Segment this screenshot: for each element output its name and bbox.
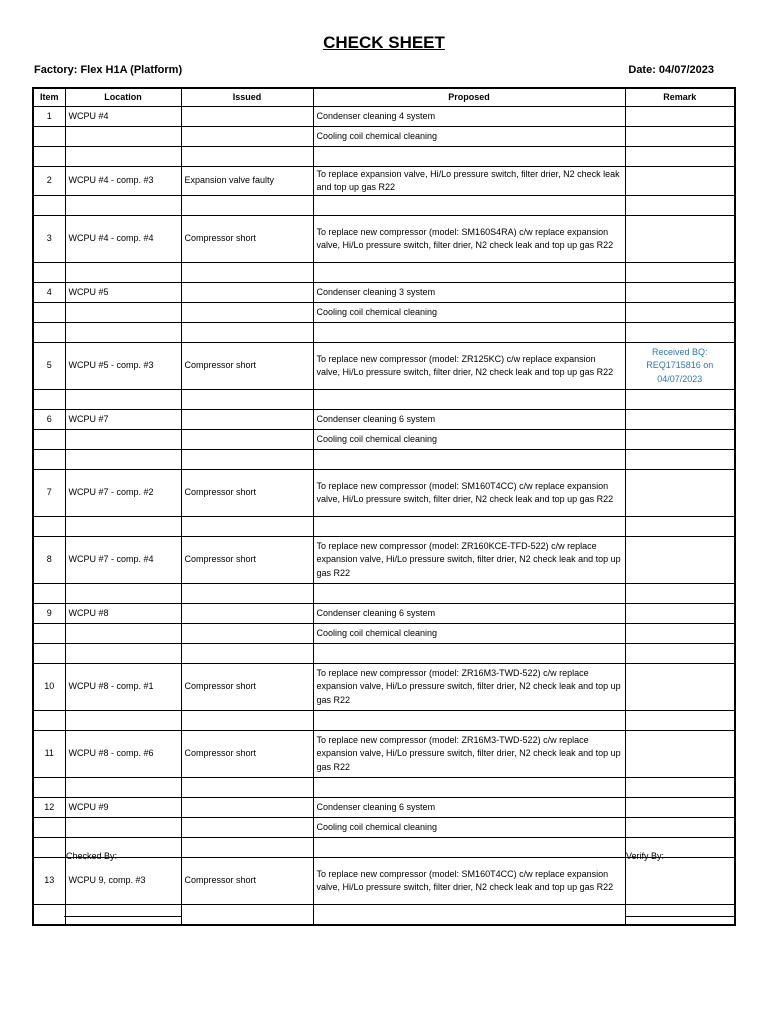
item-cell: 3 — [33, 216, 65, 263]
item-cell — [33, 196, 65, 216]
table-row — [33, 283, 735, 303]
item-cell — [33, 127, 65, 147]
location-cell: WCPU #8 — [65, 604, 181, 624]
item-cell: 7 — [33, 470, 65, 517]
issued-cell — [181, 196, 313, 216]
page-title: CHECK SHEET — [323, 33, 445, 52]
table-row — [33, 196, 735, 216]
factory-label: Factory: Flex H1A (Platform) — [34, 64, 183, 76]
item-cell: 4 — [33, 283, 65, 303]
item-cell — [33, 517, 65, 537]
proposed-cell: Cooling coil chemical cleaning — [313, 818, 625, 838]
proposed-cell: Condenser cleaning 3 system — [313, 283, 625, 303]
location-cell — [65, 263, 181, 283]
table-row — [33, 517, 735, 537]
issued-cell: Compressor short — [181, 537, 313, 584]
table-row — [33, 858, 735, 905]
remark-cell — [625, 517, 735, 537]
remark-cell — [625, 216, 735, 263]
item-cell: 8 — [33, 537, 65, 584]
proposed-cell — [313, 711, 625, 731]
proposed-cell — [313, 644, 625, 664]
location-cell — [65, 644, 181, 664]
location-cell — [65, 450, 181, 470]
remark-cell — [625, 147, 735, 167]
table-row — [33, 323, 735, 343]
location-cell — [65, 624, 181, 644]
item-cell: 11 — [33, 731, 65, 778]
item-cell — [33, 303, 65, 323]
table-row — [33, 818, 735, 838]
item-cell: 9 — [33, 604, 65, 624]
proposed-cell — [313, 323, 625, 343]
proposed-cell: Cooling coil chemical cleaning — [313, 303, 625, 323]
header-remark: Remark — [625, 88, 735, 107]
table-row — [33, 537, 735, 584]
proposed-cell — [313, 838, 625, 858]
location-cell: WCPU #8 - comp. #6 — [65, 731, 181, 778]
item-cell — [33, 323, 65, 343]
remark-cell — [625, 430, 735, 450]
table-row — [33, 147, 735, 167]
table-row — [33, 778, 735, 798]
proposed-cell: To replace new compressor (model: ZR125KC) c/w replace expansion valve, Hi/Lo pressure switch, filter drier, N2 check leak and top up gas R22 — [313, 343, 625, 390]
remark-cell — [625, 537, 735, 584]
checked-by-signature-line — [64, 916, 181, 917]
table-header-row — [33, 88, 735, 107]
issued-cell — [181, 905, 313, 926]
item-cell — [33, 818, 65, 838]
location-cell — [65, 711, 181, 731]
remark-cell — [625, 127, 735, 147]
issued-cell — [181, 390, 313, 410]
proposed-cell: To replace new compressor (model: ZR16M3-TWD-522) c/w replace expansion valve, Hi/Lo pressure switch, filter drier, N2 check leak and top up gas R22 — [313, 731, 625, 778]
issued-cell — [181, 410, 313, 430]
header-issued: Issued — [181, 88, 313, 107]
issued-cell — [181, 711, 313, 731]
proposed-cell — [313, 584, 625, 604]
location-cell — [65, 390, 181, 410]
remark-cell — [625, 711, 735, 731]
item-cell — [33, 263, 65, 283]
table-row — [33, 450, 735, 470]
remark-cell — [625, 664, 735, 711]
item-cell — [33, 584, 65, 604]
issued-cell — [181, 147, 313, 167]
issued-cell — [181, 283, 313, 303]
proposed-cell: To replace new compressor (model: SM160T4CC) c/w replace expansion valve, Hi/Lo pressure switch, filter drier, N2 check leak and top up gas R22 — [313, 858, 625, 905]
item-cell — [33, 644, 65, 664]
proposed-cell — [313, 450, 625, 470]
remark-cell — [625, 604, 735, 624]
item-cell — [33, 905, 65, 926]
table-row — [33, 664, 735, 711]
location-cell: WCPU #4 - comp. #3 — [65, 167, 181, 196]
item-cell: 10 — [33, 664, 65, 711]
remark-cell: Received BQ: REQ1715816 on 04/07/2023 — [625, 343, 735, 390]
remark-cell — [625, 858, 735, 905]
remark-cell — [625, 778, 735, 798]
table-row — [33, 731, 735, 778]
location-cell: WCPU #7 - comp. #2 — [65, 470, 181, 517]
proposed-cell — [313, 390, 625, 410]
table-row — [33, 905, 735, 926]
issued-cell — [181, 127, 313, 147]
date-label: Date: 04/07/2023 — [628, 64, 714, 76]
proposed-cell: Condenser cleaning 6 system — [313, 604, 625, 624]
item-cell: 13 — [33, 858, 65, 905]
location-cell: WCPU #8 - comp. #1 — [65, 664, 181, 711]
header-proposed: Proposed — [313, 88, 625, 107]
issued-cell — [181, 107, 313, 127]
checked-by-label: Checked By: — [66, 851, 118, 861]
remark-cell — [625, 390, 735, 410]
remark-cell — [625, 107, 735, 127]
proposed-cell: Cooling coil chemical cleaning — [313, 624, 625, 644]
issued-cell: Compressor short — [181, 470, 313, 517]
location-cell — [65, 323, 181, 343]
check-sheet-table — [32, 87, 736, 926]
location-cell: WCPU #4 - comp. #4 — [65, 216, 181, 263]
item-cell: 5 — [33, 343, 65, 390]
table-row — [33, 216, 735, 263]
location-cell: WCPU #7 - comp. #4 — [65, 537, 181, 584]
table-row — [33, 390, 735, 410]
issued-cell — [181, 303, 313, 323]
item-cell — [33, 778, 65, 798]
proposed-cell: Condenser cleaning 4 system — [313, 107, 625, 127]
issued-cell — [181, 450, 313, 470]
remark-cell — [625, 283, 735, 303]
table-row — [33, 604, 735, 624]
verify-by-label: Verify By: — [626, 851, 665, 861]
proposed-cell — [313, 196, 625, 216]
location-cell: WCPU #4 — [65, 107, 181, 127]
issued-cell — [181, 838, 313, 858]
issued-cell — [181, 263, 313, 283]
issued-cell — [181, 818, 313, 838]
remark-cell — [625, 798, 735, 818]
remark-cell — [625, 470, 735, 517]
issued-cell: Compressor short — [181, 343, 313, 390]
item-cell — [33, 390, 65, 410]
remark-cell — [625, 731, 735, 778]
table-row — [33, 343, 735, 390]
proposed-cell: Cooling coil chemical cleaning — [313, 127, 625, 147]
item-cell: 6 — [33, 410, 65, 430]
remark-cell — [625, 644, 735, 664]
proposed-cell — [313, 263, 625, 283]
remark-cell — [625, 450, 735, 470]
issued-cell — [181, 644, 313, 664]
proposed-cell: Condenser cleaning 6 system — [313, 798, 625, 818]
verify-by-signature-line — [625, 916, 734, 917]
proposed-cell — [313, 147, 625, 167]
issued-cell — [181, 323, 313, 343]
remark-cell — [625, 410, 735, 430]
location-cell — [65, 905, 181, 926]
location-cell — [65, 584, 181, 604]
remark-cell — [625, 323, 735, 343]
location-cell: WCPU 9, comp. #3 — [65, 858, 181, 905]
proposed-cell — [313, 905, 625, 926]
remark-cell — [625, 263, 735, 283]
issued-cell — [181, 624, 313, 644]
issued-cell: Compressor short — [181, 858, 313, 905]
issued-cell — [181, 778, 313, 798]
table-row — [33, 624, 735, 644]
remark-cell — [625, 584, 735, 604]
issued-cell: Expansion valve faulty — [181, 167, 313, 196]
issued-cell — [181, 584, 313, 604]
location-cell: WCPU #9 — [65, 798, 181, 818]
item-cell — [33, 838, 65, 858]
location-cell — [65, 517, 181, 537]
proposed-cell — [313, 778, 625, 798]
location-cell — [65, 778, 181, 798]
proposed-cell: To replace new compressor (model: SM160S4RA) c/w replace expansion valve, Hi/Lo pressure switch, filter drier, N2 check leak and top up gas R22 — [313, 216, 625, 263]
issued-cell — [181, 517, 313, 537]
remark-cell — [625, 167, 735, 196]
item-cell — [33, 147, 65, 167]
proposed-cell — [313, 517, 625, 537]
table-row — [33, 410, 735, 430]
table-row — [33, 263, 735, 283]
table-row — [33, 107, 735, 127]
item-cell: 2 — [33, 167, 65, 196]
item-cell — [33, 624, 65, 644]
location-cell — [65, 196, 181, 216]
issued-cell — [181, 604, 313, 624]
remark-cell — [625, 196, 735, 216]
issued-cell: Compressor short — [181, 216, 313, 263]
table-row — [33, 430, 735, 450]
proposed-cell: To replace new compressor (model: SM160T4CC) c/w replace expansion valve, Hi/Lo pressure switch, filter drier, N2 check leak and top up gas R22 — [313, 470, 625, 517]
item-cell: 12 — [33, 798, 65, 818]
remark-cell — [625, 624, 735, 644]
table-body — [33, 107, 735, 926]
proposed-cell: To replace new compressor (model: ZR160KCE-TFD-522) c/w replace expansion valve, Hi/Lo pressure switch, filter drier, N2 check leak and top up gas R22 — [313, 537, 625, 584]
issued-cell: Compressor short — [181, 664, 313, 711]
remark-cell — [625, 818, 735, 838]
location-cell: WCPU #7 — [65, 410, 181, 430]
issued-cell — [181, 430, 313, 450]
table-row — [33, 711, 735, 731]
item-cell: 1 — [33, 107, 65, 127]
location-cell: WCPU #5 — [65, 283, 181, 303]
proposed-cell: Condenser cleaning 6 system — [313, 410, 625, 430]
proposed-cell: To replace expansion valve, Hi/Lo pressure switch, filter drier, N2 check leak and top up gas R22 — [313, 167, 625, 196]
remark-cell — [625, 905, 735, 926]
item-cell — [33, 450, 65, 470]
table-row — [33, 470, 735, 517]
table-row — [33, 798, 735, 818]
location-cell — [65, 818, 181, 838]
location-cell — [65, 303, 181, 323]
table-row — [33, 584, 735, 604]
location-cell — [65, 147, 181, 167]
location-cell — [65, 127, 181, 147]
table-row — [33, 303, 735, 323]
table-row — [33, 127, 735, 147]
location-cell: WCPU #5 - comp. #3 — [65, 343, 181, 390]
item-cell — [33, 711, 65, 731]
proposed-cell: Cooling coil chemical cleaning — [313, 430, 625, 450]
table-row — [33, 167, 735, 196]
issued-cell: Compressor short — [181, 731, 313, 778]
table-row — [33, 644, 735, 664]
location-cell — [65, 430, 181, 450]
issued-cell — [181, 798, 313, 818]
remark-cell — [625, 303, 735, 323]
proposed-cell: To replace new compressor (model: ZR16M3-TWD-522) c/w replace expansion valve, Hi/Lo pressure switch, filter drier, N2 check leak and top up gas R22 — [313, 664, 625, 711]
item-cell — [33, 430, 65, 450]
header-location: Location — [65, 88, 181, 107]
header-item: Item — [33, 88, 65, 107]
